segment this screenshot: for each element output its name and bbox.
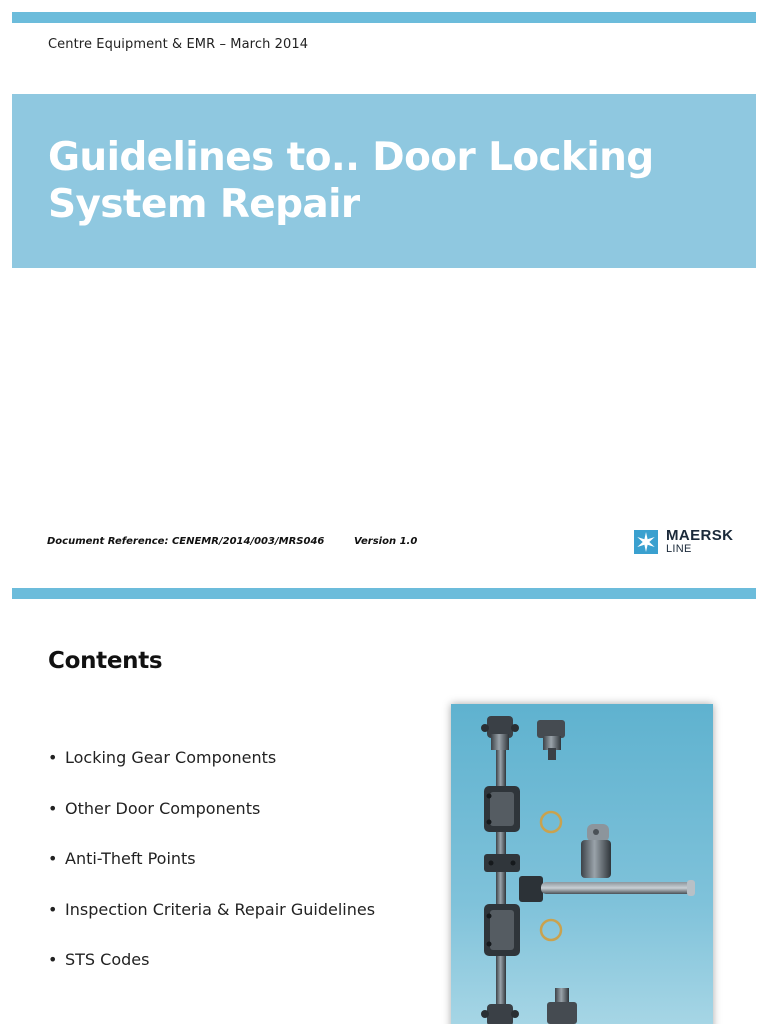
list-item-label: Anti-Theft Points — [65, 849, 196, 868]
bullet-icon: • — [48, 849, 58, 868]
seal-ring-lower — [541, 920, 561, 940]
bullet-icon: • — [48, 798, 58, 818]
list-item-label: STS Codes — [65, 950, 150, 969]
document-version: Version 1.0 — [354, 536, 418, 547]
document-reference: Document Reference: CENEMR/2014/003/MRS046 — [47, 536, 325, 547]
cam-keeper-loose — [537, 720, 565, 760]
cam-keeper-top — [481, 716, 519, 750]
cam-keeper-bottom — [481, 1004, 519, 1024]
logo-name: MAERSK — [666, 527, 734, 544]
header-subtitle: Centre Equipment & EMR – March 2014 — [48, 37, 309, 52]
section-accent-bar — [12, 588, 756, 599]
contents-list — [48, 748, 375, 1001]
list-item — [48, 849, 375, 900]
list-item — [48, 799, 375, 850]
seal-ring — [541, 812, 561, 832]
title-line-1: Guidelines to.. Door Locking — [48, 135, 654, 180]
title-band — [12, 94, 756, 268]
top-accent-bar — [12, 12, 756, 23]
rod-guide — [484, 854, 520, 872]
contents-heading: Contents — [48, 648, 163, 674]
handle-retainer — [581, 824, 611, 878]
star-icon — [634, 530, 658, 554]
title-line-2: System Repair — [48, 182, 360, 227]
list-item — [48, 950, 375, 1001]
bullet-icon: • — [48, 899, 58, 919]
logo-line: LINE — [666, 543, 692, 555]
document-title — [48, 134, 738, 228]
cam-keeper-bottom-loose — [547, 988, 577, 1024]
locking-gear-photo — [451, 704, 713, 1024]
rod-bracket-upper — [484, 786, 520, 832]
list-item-label: Inspection Criteria & Repair Guidelines — [65, 899, 376, 919]
rod-bracket-lower — [484, 904, 520, 956]
list-item-label: Other Door Components — [65, 798, 261, 818]
maersk-logo — [634, 528, 749, 558]
handle-hub — [519, 876, 695, 902]
list-item — [48, 900, 375, 951]
list-item-label: Locking Gear Components — [65, 748, 277, 767]
locking-gear-illustration — [451, 704, 713, 1024]
list-item — [48, 748, 375, 799]
bullet-icon: • — [48, 950, 58, 969]
bullet-icon: • — [48, 748, 58, 767]
